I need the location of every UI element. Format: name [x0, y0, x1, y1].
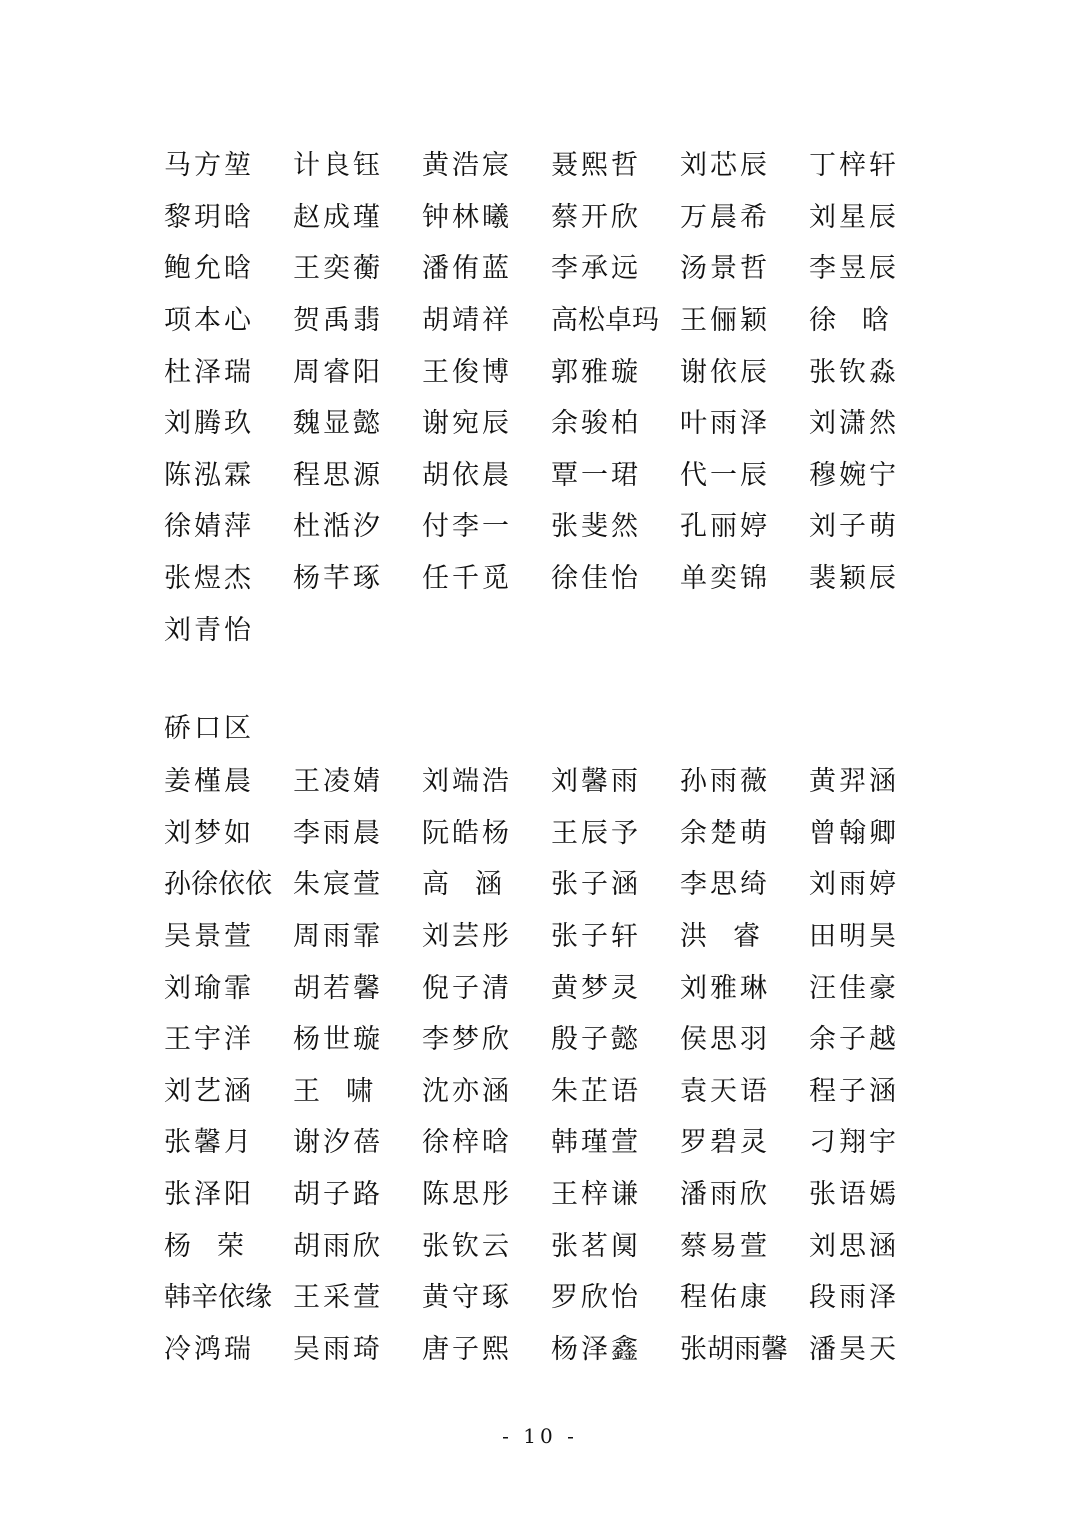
name-cell: 覃一珺 [551, 459, 641, 491]
name-row [164, 1217, 944, 1269]
name-cell: 贺禹翡 [293, 305, 383, 337]
name-cell: 张钦云 [422, 1230, 512, 1262]
name-cell: 赵成瑾 [293, 201, 383, 233]
name-cell: 汪佳豪 [809, 972, 899, 1004]
name-cell: 周雨霏 [293, 921, 383, 953]
name-row [164, 240, 944, 292]
name-cell: 刘星辰 [809, 201, 899, 233]
name-cell: 陈思彤 [422, 1179, 512, 1211]
name-cell: 谢汐蓓 [293, 1127, 383, 1159]
name-cell: 刘芯辰 [680, 150, 770, 182]
name-cell: 杨芊琢 [293, 563, 383, 595]
name-cell: 周睿阳 [293, 356, 383, 388]
name-cell: 唐子熙 [422, 1333, 512, 1365]
name-cell: 吴雨琦 [293, 1333, 383, 1365]
name-cell: 聂熙哲 [551, 150, 641, 182]
section-title-qiaokou: 硚口区 [164, 713, 254, 744]
name-cell: 王采萱 [293, 1282, 383, 1314]
name-row [164, 137, 944, 189]
name-cell: 李思绮 [680, 869, 770, 901]
name-cell: 孔丽婷 [680, 511, 770, 543]
name-cell: 洪睿 [680, 921, 786, 953]
name-row [164, 601, 944, 653]
name-row [164, 1114, 944, 1166]
name-cell: 付李一 [422, 511, 512, 543]
name-cell: 李雨晨 [293, 817, 383, 849]
name-cell: 单奕锦 [680, 563, 770, 595]
name-cell: 韩辛依缘 [164, 1282, 272, 1314]
name-row [164, 753, 944, 805]
name-cell: 蔡开欣 [551, 201, 641, 233]
name-cell: 刘青怡 [164, 614, 254, 646]
name-cell: 王凌婧 [293, 766, 383, 798]
name-row [164, 1321, 944, 1373]
name-cell: 王俊博 [422, 356, 512, 388]
name-row [164, 959, 944, 1011]
name-cell: 沈亦涵 [422, 1075, 512, 1107]
name-cell: 刘雅琳 [680, 972, 770, 1004]
name-cell: 潘昊天 [809, 1333, 899, 1365]
name-cell: 张馨月 [164, 1127, 254, 1159]
name-cell: 刁翔宇 [809, 1127, 899, 1159]
name-cell: 刘子萌 [809, 511, 899, 543]
name-row [164, 805, 944, 857]
name-cell: 张茗阒 [551, 1230, 641, 1262]
name-cell: 李昱辰 [809, 253, 899, 285]
name-row [164, 1166, 944, 1218]
name-cell: 黄浩宸 [422, 150, 512, 182]
name-cell: 马方堃 [164, 150, 254, 182]
name-cell: 张语嫣 [809, 1179, 899, 1211]
name-cell: 程子涵 [809, 1075, 899, 1107]
name-row [164, 292, 944, 344]
name-cell: 杜泽瑞 [164, 356, 254, 388]
name-row [164, 498, 944, 550]
name-row [164, 1063, 944, 1115]
name-cell: 张子涵 [551, 869, 641, 901]
name-row [164, 1269, 944, 1321]
name-cell: 杨世璇 [293, 1024, 383, 1056]
name-cell: 张子轩 [551, 921, 641, 953]
name-cell: 刘艺涵 [164, 1075, 254, 1107]
name-list-continued [164, 137, 944, 653]
name-cell: 刘雨婷 [809, 869, 899, 901]
name-row [164, 343, 944, 395]
page-number: - 10 - [502, 1424, 578, 1448]
name-row [164, 856, 944, 908]
name-cell: 冷鸿瑞 [164, 1333, 254, 1365]
name-cell: 阮皓杨 [422, 817, 512, 849]
name-cell: 代一辰 [680, 459, 770, 491]
name-cell: 李承远 [551, 253, 641, 285]
name-cell: 徐佳怡 [551, 563, 641, 595]
name-cell: 穆婉宁 [809, 459, 899, 491]
name-cell: 汤景哲 [680, 253, 770, 285]
name-cell: 韩瑾萱 [551, 1127, 641, 1159]
name-cell: 孙徐依依 [164, 869, 272, 901]
name-cell: 丁梓轩 [809, 150, 899, 182]
name-cell: 王梓谦 [551, 1179, 641, 1211]
name-cell: 姜槿晨 [164, 766, 254, 798]
name-cell: 胡靖祥 [422, 305, 512, 337]
name-cell: 孙雨薇 [680, 766, 770, 798]
name-cell: 王辰予 [551, 817, 641, 849]
name-cell: 蔡易萱 [680, 1230, 770, 1262]
name-cell: 黄梦灵 [551, 972, 641, 1004]
name-cell: 潘侑蓝 [422, 253, 512, 285]
name-cell: 朱芷语 [551, 1075, 641, 1107]
name-cell: 曾翰卿 [809, 817, 899, 849]
name-cell: 徐梓晗 [422, 1127, 512, 1159]
name-cell: 叶雨泽 [680, 408, 770, 440]
name-cell: 谢宛辰 [422, 408, 512, 440]
name-cell: 高涵 [422, 869, 528, 901]
name-cell: 徐婧萍 [164, 511, 254, 543]
name-cell: 胡子路 [293, 1179, 383, 1211]
name-cell: 刘潇然 [809, 408, 899, 440]
name-cell: 朱宸萱 [293, 869, 383, 901]
name-cell: 胡依晨 [422, 459, 512, 491]
name-cell: 王奕蘅 [293, 253, 383, 285]
name-cell: 张胡雨馨 [680, 1333, 788, 1365]
name-cell: 胡若馨 [293, 972, 383, 1004]
name-cell: 杨泽鑫 [551, 1333, 641, 1365]
name-cell: 张斐然 [551, 511, 641, 543]
name-list-qiaokou [164, 753, 944, 1372]
name-cell: 王啸 [293, 1075, 399, 1107]
name-cell: 李梦欣 [422, 1024, 512, 1056]
name-row [164, 550, 944, 602]
name-cell: 徐晗 [809, 305, 915, 337]
name-cell: 王宇洋 [164, 1024, 254, 1056]
name-cell: 黄羿涵 [809, 766, 899, 798]
name-cell: 倪子清 [422, 972, 512, 1004]
name-cell: 刘腾玖 [164, 408, 254, 440]
name-cell: 袁天语 [680, 1075, 770, 1107]
name-cell: 谢依辰 [680, 356, 770, 388]
name-cell: 钟林曦 [422, 201, 512, 233]
name-cell: 任千觅 [422, 563, 512, 595]
name-cell: 张煜杰 [164, 563, 254, 595]
name-cell: 黄守琢 [422, 1282, 512, 1314]
name-cell: 胡雨欣 [293, 1230, 383, 1262]
name-cell: 黎玥晗 [164, 201, 254, 233]
name-row [164, 189, 944, 241]
name-cell: 计良钰 [293, 150, 383, 182]
name-cell: 杨荣 [164, 1230, 270, 1262]
name-cell: 王俪颖 [680, 305, 770, 337]
name-row [164, 447, 944, 499]
name-cell: 侯思羽 [680, 1024, 770, 1056]
name-cell: 刘芸彤 [422, 921, 512, 953]
name-cell: 刘端浩 [422, 766, 512, 798]
name-cell: 余子越 [809, 1024, 899, 1056]
name-cell: 万晨希 [680, 201, 770, 233]
name-cell: 郭雅璇 [551, 356, 641, 388]
name-cell: 田明昊 [809, 921, 899, 953]
name-cell: 余骏柏 [551, 408, 641, 440]
name-cell: 段雨泽 [809, 1282, 899, 1314]
name-cell: 罗碧灵 [680, 1127, 770, 1159]
name-cell: 刘馨雨 [551, 766, 641, 798]
name-row [164, 1011, 944, 1063]
name-cell: 张泽阳 [164, 1179, 254, 1211]
name-cell: 刘瑜霏 [164, 972, 254, 1004]
name-cell: 杜湉汐 [293, 511, 383, 543]
name-cell: 裴颖辰 [809, 563, 899, 595]
name-cell: 潘雨欣 [680, 1179, 770, 1211]
name-row [164, 395, 944, 447]
name-cell: 魏显懿 [293, 408, 383, 440]
name-cell: 余楚萌 [680, 817, 770, 849]
name-cell: 鲍允晗 [164, 253, 254, 285]
name-cell: 罗欣怡 [551, 1282, 641, 1314]
name-cell: 陈泓霖 [164, 459, 254, 491]
name-cell: 项本心 [164, 305, 254, 337]
name-cell: 刘思涵 [809, 1230, 899, 1262]
name-cell: 刘梦如 [164, 817, 254, 849]
name-cell: 程思源 [293, 459, 383, 491]
name-cell: 吴景萱 [164, 921, 254, 953]
name-cell: 殷子懿 [551, 1024, 641, 1056]
name-cell: 张钦淼 [809, 356, 899, 388]
name-cell: 高松卓玛 [551, 305, 659, 337]
name-row [164, 908, 944, 960]
name-cell: 程佑康 [680, 1282, 770, 1314]
